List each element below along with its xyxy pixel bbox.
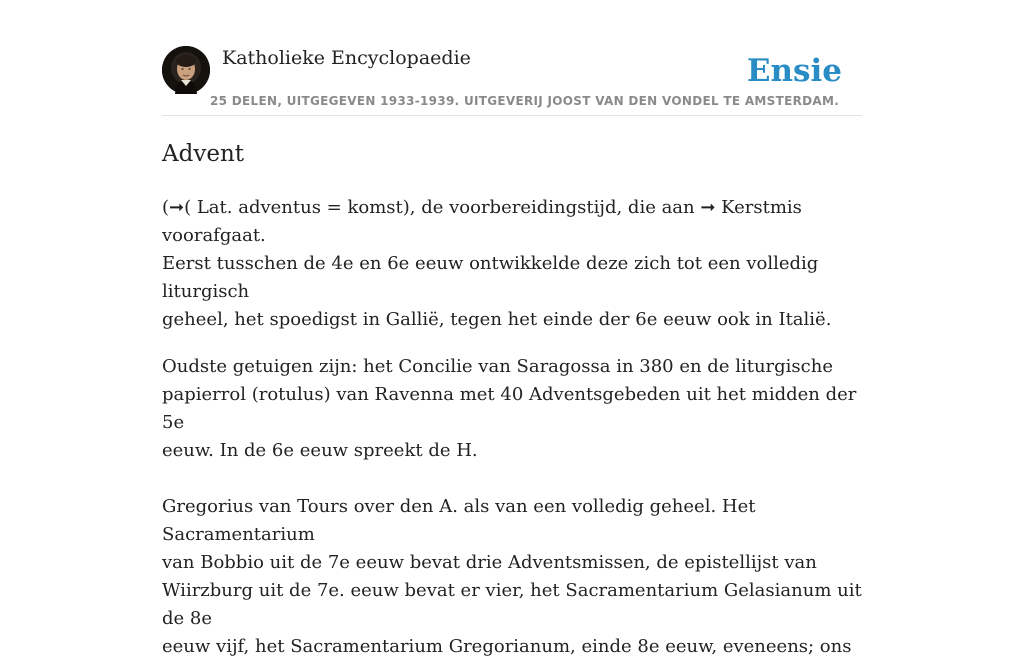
article-paragraph-3: Gregorius van Tours over den A. als van een volledig geheel. Het Sacramentarium van Bobbio uit de 7e eeuw bevat drie Adventsmissen, de epistellijst van Wiirzburg uit de 7e. eeuw bevat er vier, het Sacramentarium Gelasianum uit de 8e eeuw vijf, het Sacramentarium Gregorianum, einde 8e eeuw, eveneens; ons xyxy=(162,496,862,657)
portrait-avatar-icon[interactable] xyxy=(162,46,210,94)
site-header xyxy=(162,46,862,116)
brand-logo-link[interactable]: Ensie xyxy=(746,53,842,89)
article-paragraph-2: Oudste getuigen zijn: het Concilie van Saragossa in 380 en de liturgische papierrol (rotulus) van Ravenna met 40 Adventsgebeden uit het midden der 5e eeuw. In de 6e eeuw spreekt de H. xyxy=(162,356,857,461)
article xyxy=(162,138,872,661)
site-subtitle: 25 DELEN, UITGEGEVEN 1933-1939. UITGEVERIJ JOOST VAN DEN VONDEL TE AMSTERDAM. xyxy=(210,94,840,108)
site-title[interactable]: Katholieke Encyclopaedie xyxy=(222,47,471,69)
article-paragraph-1: (➞( Lat. adventus = komst), de voorbereidingstijd, die aan ➞ Kerstmis voorafgaat. Eerst tusschen de 4e en 6e eeuw ontwikkelde deze zich tot een volledig liturgisch geheel, het spoedigst in Gallië, tegen het einde der 6e eeuw ook in Italië. xyxy=(162,197,832,330)
article-title: Advent xyxy=(162,141,244,167)
